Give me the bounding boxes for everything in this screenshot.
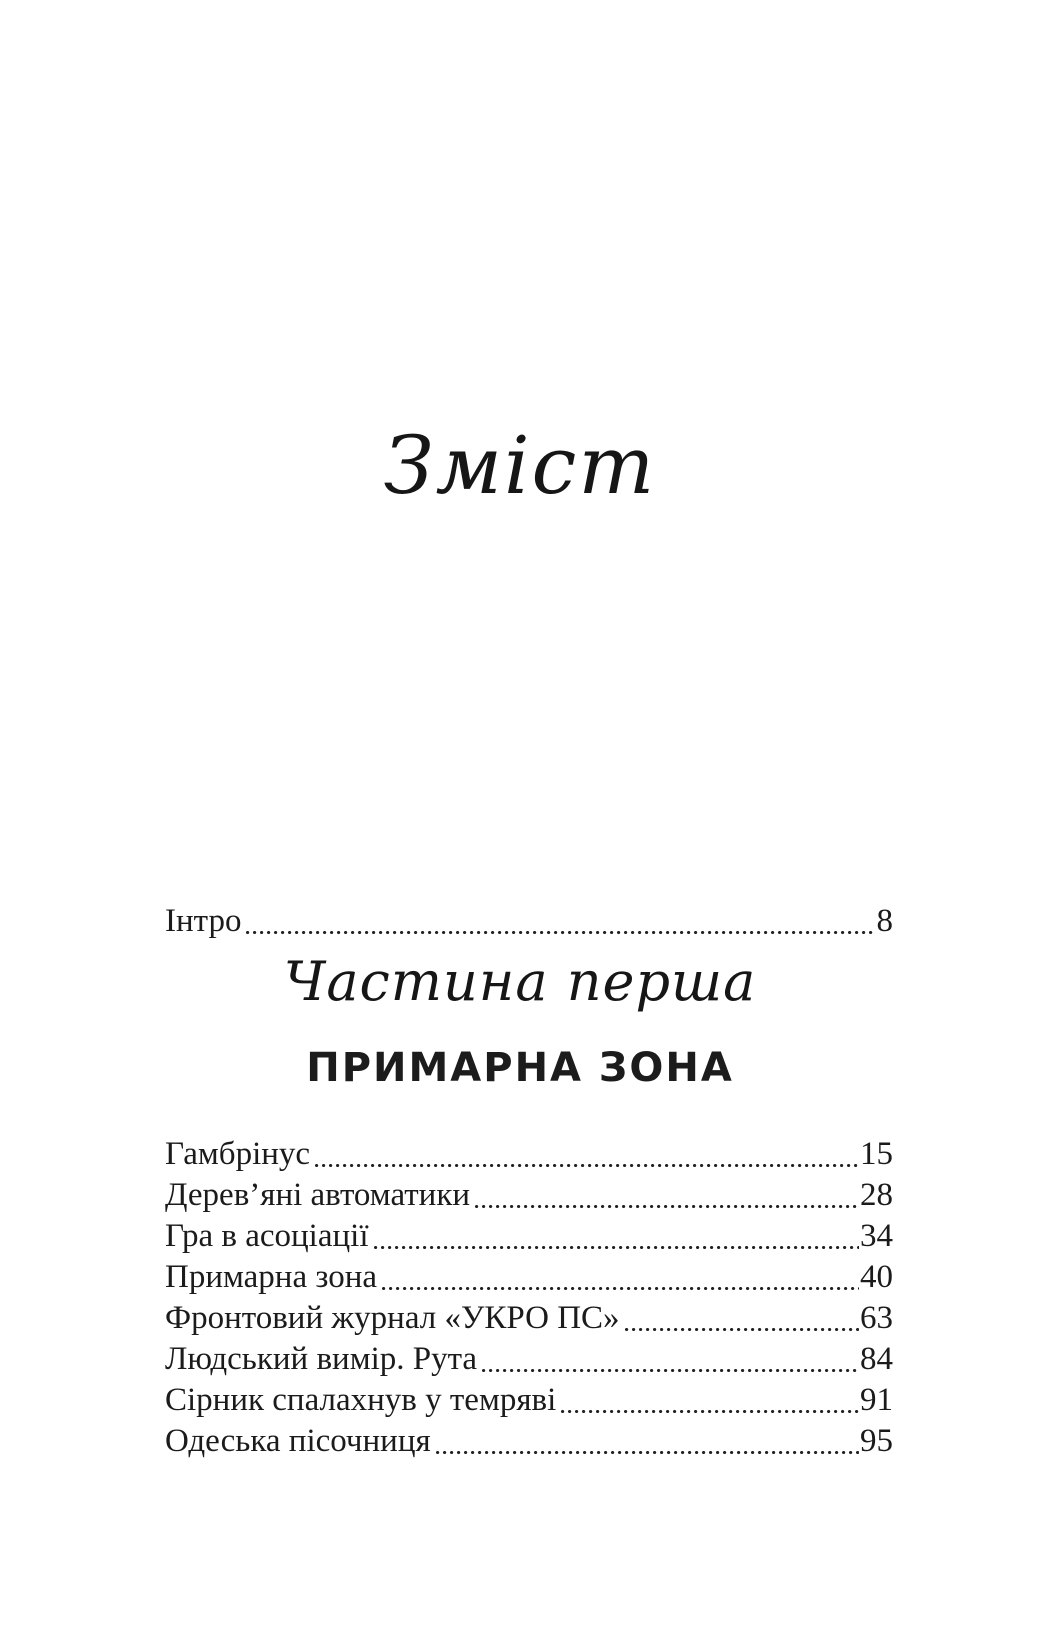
toc-entry-page: 63 (860, 1300, 893, 1336)
toc-entry-label: Гамбрінус (165, 1136, 311, 1172)
dot-leader (315, 1134, 859, 1175)
toc-entry-page: 8 (876, 903, 893, 939)
page-title: Зміст (383, 418, 657, 512)
toc-entry-page: 15 (860, 1136, 893, 1172)
toc-entry-label: Дерев’яні автоматики (165, 1177, 471, 1213)
part-script-heading: Частина перша (283, 950, 757, 1013)
dot-leader (475, 1175, 859, 1216)
toc-entry-page: 91 (860, 1382, 893, 1418)
dot-leader (625, 1298, 859, 1339)
toc-entry-page: 95 (860, 1423, 893, 1459)
toc-entry (165, 1339, 893, 1380)
toc-entries (165, 1134, 893, 1462)
toc-entry (165, 1298, 893, 1339)
toc-entry-label: Фронтовий журнал «УКРО ПС» (165, 1300, 620, 1336)
toc-entry (165, 1134, 893, 1175)
toc-entry-page: 84 (860, 1341, 893, 1377)
dot-leader (382, 1257, 859, 1298)
dot-leader (482, 1339, 859, 1380)
toc-entry-label: Гра в асоціації (165, 1218, 369, 1254)
toc-entry (165, 1421, 893, 1462)
toc-entry-page: 34 (860, 1218, 893, 1254)
toc-entry-label: Людський вимір. Рута (165, 1341, 478, 1377)
part-title: ПРИМАРНА ЗОНА (306, 1045, 734, 1091)
toc-entry (165, 1380, 893, 1421)
toc-entry-label: Інтро (165, 903, 242, 939)
toc-entry-intro (165, 901, 893, 942)
toc-entry (165, 1216, 893, 1257)
toc-entry-label: Сірник спалахнув у темряві (165, 1382, 557, 1418)
toc-entry-page: 28 (860, 1177, 893, 1213)
dot-leader (374, 1216, 860, 1257)
dot-leader (246, 901, 875, 942)
dot-leader (436, 1421, 859, 1462)
toc-entry-page: 40 (860, 1259, 893, 1295)
dot-leader (561, 1380, 859, 1421)
toc-entry (165, 1257, 893, 1298)
toc-entry-label: Одеська пісочниця (165, 1423, 431, 1459)
toc-entry-label: Примарна зона (165, 1259, 378, 1295)
toc-entry (165, 1175, 893, 1216)
